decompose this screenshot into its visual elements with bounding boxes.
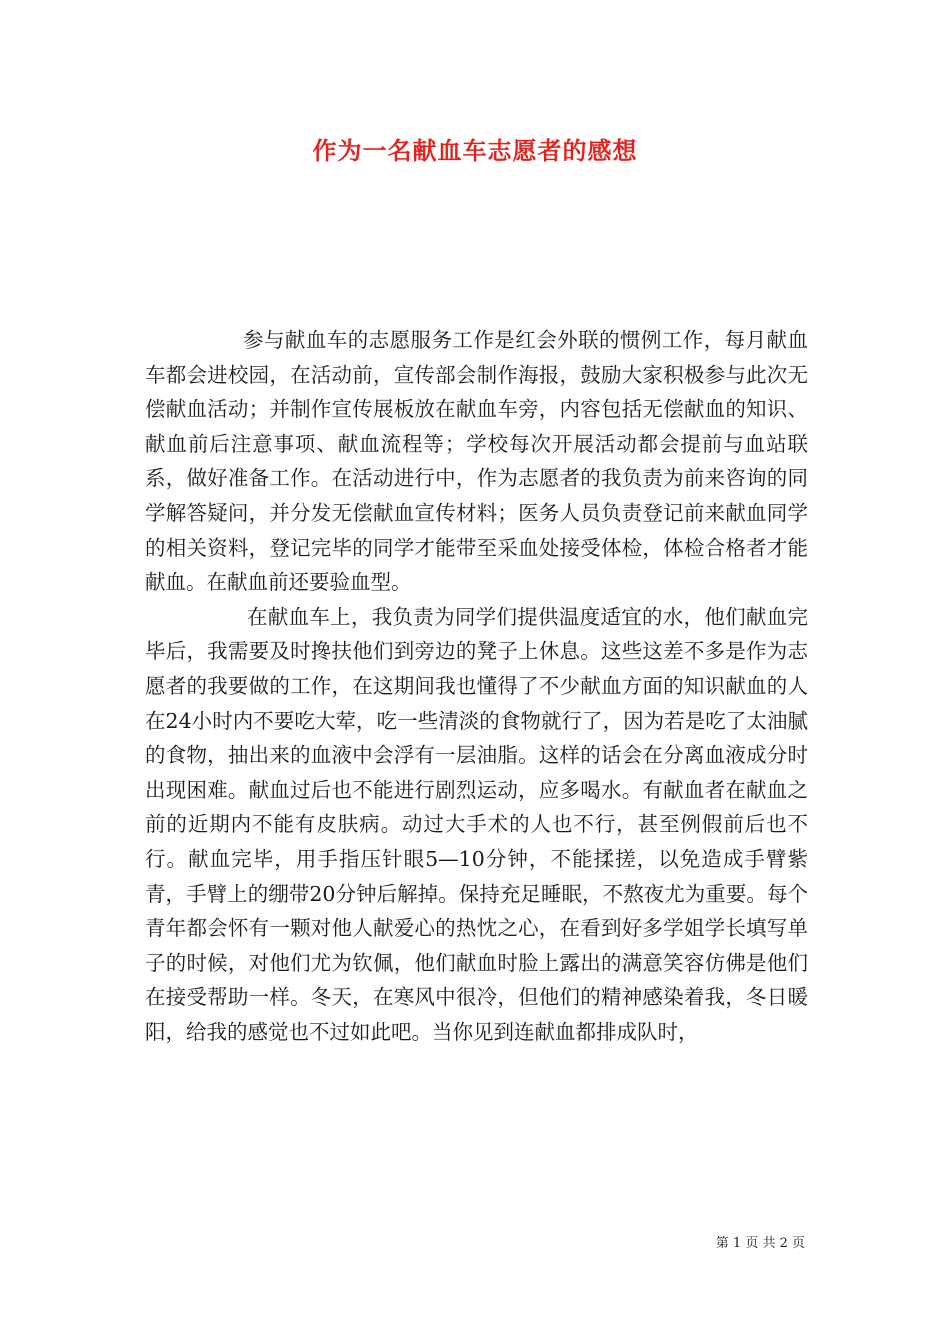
paragraph-1: 参与献血车的志愿服务工作是红会外联的惯例工作，每月献血车都会进校园，在活动前，宣传部会制作海报，鼓励大家积极参与此次无偿献血活动；并制作宣传展板放在献血车旁，内容包括无偿献血的知识、献血前后注意事项、献血流程等；学校每次开展活动都会提前与血站联系，做好准备工作。在活动进行中，作为志愿者的我负责为前来咨询的同学解答疑问，并分发无偿献血宣传材料；医务人员负责登记前来献血同学的相关资料，登记完毕的同学才能带至采血处接受体检，体检合格者才能献血。在献血前还要验血型。 [145, 328, 808, 595]
page-number-footer: 第 1 页 共 2 页 [715, 1236, 805, 1251]
document-body [145, 323, 808, 1049]
document-title: 作为一名献血车志愿者的感想 [312, 136, 638, 165]
paragraph-2: 在献血车上，我负责为同学们提供温度适宜的水，他们献血完毕后，我需要及时搀扶他们到旁边的凳子上休息。这些这差不多是作为志愿者的我要做的工作，在这期间我也懂得了不少献血方面的知识献血的人在24小时内不要吃大荤，吃一些清淡的食物就行了，因为若是吃了太油腻的食物，抽出来的血液中会浮有一层油脂。这样的话会在分离血液成分时出现困难。献血过后也不能进行剧烈运动，应多喝水。有献血者在献血之前的近期内不能有皮肤病。动过大手术的人也不行，甚至例假前后也不行。献血完毕，用手指压针眼5—10分钟，不能揉搓，以免造成手臂紫青，手臂上的绷带20分钟后解掉。保持充足睡眠，不熬夜尤为重要。每个青年都会怀有一颗对他人献爱心的热忱之心，在看到好多学姐学长填写单子的时候，对他们尤为钦佩，他们献血时脸上露出的满意笑容仿佛是他们在接受帮助一样。冬天，在寒风中很冷，但他们的精神感染着我，冬日暖阳，给我的感觉也不过如此吧。当你见到连献血都排成队时， [145, 604, 808, 1044]
